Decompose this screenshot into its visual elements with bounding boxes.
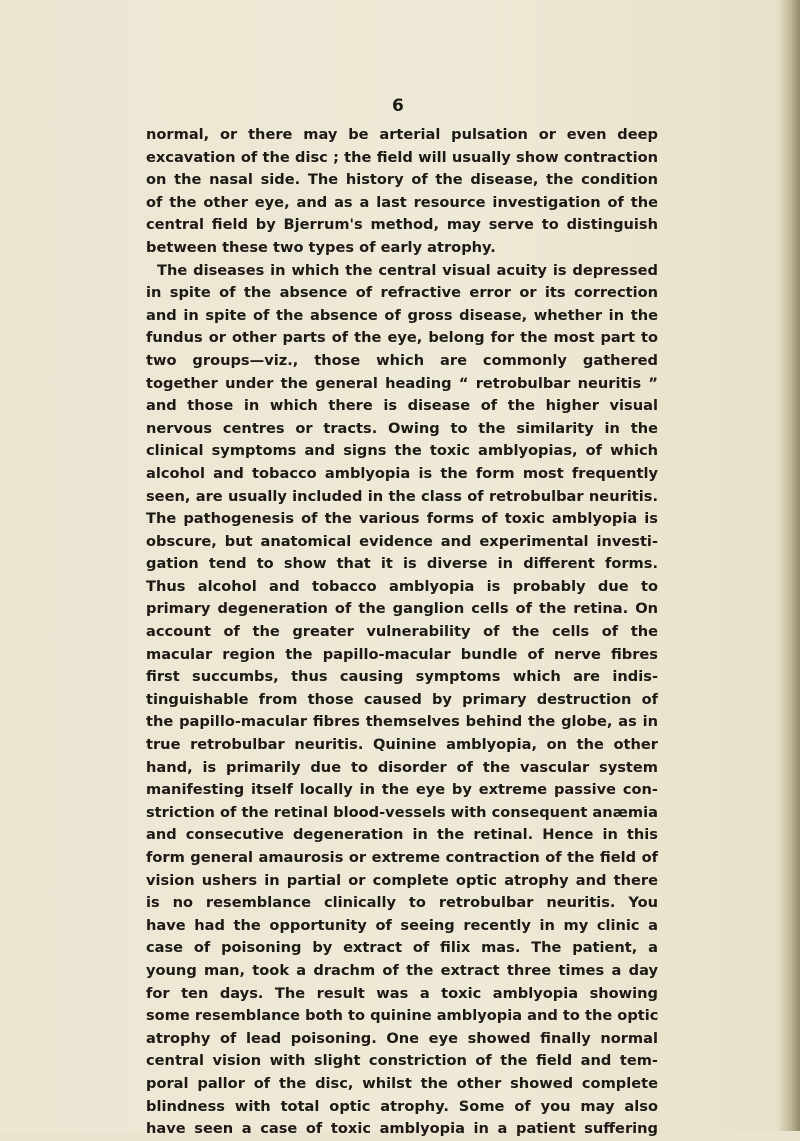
text-line: nervous centres or tracts. Owing to the similarity in the	[146, 419, 658, 437]
text-line: is no resemblance clinically to retrobulbar neuritis. You	[146, 894, 658, 912]
text-line: for ten days. The result was a toxic amblyopia showing	[146, 984, 658, 1002]
text-line: obscure, but anatomical evidence and experimental investi-	[146, 532, 658, 550]
text-line: hand, is primarily due to disorder of the vascular system	[146, 758, 658, 776]
text-line: atrophy of lead poisoning. One eye showed finally normal	[146, 1029, 658, 1047]
text-line: form general amaurosis or extreme contraction of the field of	[146, 849, 658, 866]
text-line: account of the greater vulnerability of the cells of the	[146, 623, 658, 641]
text-line: and consecutive degeneration in the retinal. Hence in this	[146, 826, 658, 844]
text-line: seen, are usually included in the class of retrobulbar neuritis.	[146, 487, 658, 505]
text-line: excavation of the disc ; the field will usually show contraction	[146, 148, 658, 166]
text-line: central vision with slight constriction of the field and tem-	[146, 1052, 658, 1070]
text-line: vision ushers in partial or complete optic atrophy and there	[146, 871, 658, 889]
text-line: two groups—viz., those which are commonly gathered	[146, 351, 658, 369]
text-line: manifesting itself locally in the eye by extreme passive con-	[146, 781, 658, 799]
text-line: blindness with total optic atrophy. Some of you may also	[146, 1097, 658, 1115]
text-line: young man, took a drachm of the extract three times a day	[146, 961, 658, 979]
text-line: and in spite of the absence of gross disease, whether in the	[146, 306, 658, 324]
text-line: on the nasal side. The history of the disease, the condition	[146, 171, 658, 189]
text-line: central field by Bjerrum's method, may serve to distinguish	[146, 216, 658, 234]
text-line: striction of the retinal blood-vessels with consequent anæmia	[146, 803, 658, 821]
text-line: true retrobulbar neuritis. Quinine amblyopia, on the other	[146, 736, 658, 754]
text-line: and those in which there is disease of the higher visual	[146, 397, 658, 415]
text-line: poral pallor of the disc, whilst the other showed complete	[146, 1074, 658, 1092]
text-line: normal, or there may be arterial pulsation or even deep	[146, 126, 658, 143]
text-line: the papillo-macular fibres themselves behind the globe, as in	[146, 713, 658, 731]
text-line: tinguishable from those caused by primary destruction of	[146, 690, 658, 708]
text-line: between these two types of early atrophy.	[146, 238, 496, 256]
text-line: macular region the papillo-macular bundle of nerve fibres	[146, 645, 658, 663]
text-line: primary degeneration of the ganglion cells of the retina. On	[146, 600, 658, 618]
text-line: gation tend to show that it is diverse in different forms.	[146, 555, 658, 573]
text-line: of the other eye, and as a last resource investigation of the	[146, 193, 658, 211]
text-line: The pathogenesis of the various forms of toxic amblyopia is	[146, 510, 658, 528]
text-line: alcohol and tobacco amblyopia is the form most frequently	[146, 464, 658, 482]
text-line: Thus alcohol and tobacco amblyopia is probably due to	[146, 577, 658, 595]
body-text	[146, 124, 658, 1141]
page-edge-shadow	[778, 0, 800, 1131]
text-line: have had the opportunity of seeing recently in my clinic a	[146, 916, 658, 934]
text-line: have seen a case of toxic amblyopia in a patient suffering	[146, 1120, 658, 1138]
text-line: clinical symptoms and signs the toxic amblyopias, of which	[146, 442, 658, 460]
text-line: in spite of the absence of refractive error or its correction	[146, 284, 658, 302]
page-number: 6	[392, 96, 404, 116]
text-line: The diseases in which the central visual acuity is depressed	[157, 261, 658, 279]
text-line: case of poisoning by extract of filix mas. The patient, a	[146, 939, 658, 957]
text-line: first succumbs, thus causing symptoms which are indis-	[146, 668, 658, 686]
text-line: together under the general heading “ retrobulbar neuritis ”	[146, 374, 658, 392]
text-line: some resemblance both to quinine amblyopia and to the optic	[146, 1007, 659, 1025]
text-line: fundus or other parts of the eye, belong for the most part to	[146, 329, 658, 347]
